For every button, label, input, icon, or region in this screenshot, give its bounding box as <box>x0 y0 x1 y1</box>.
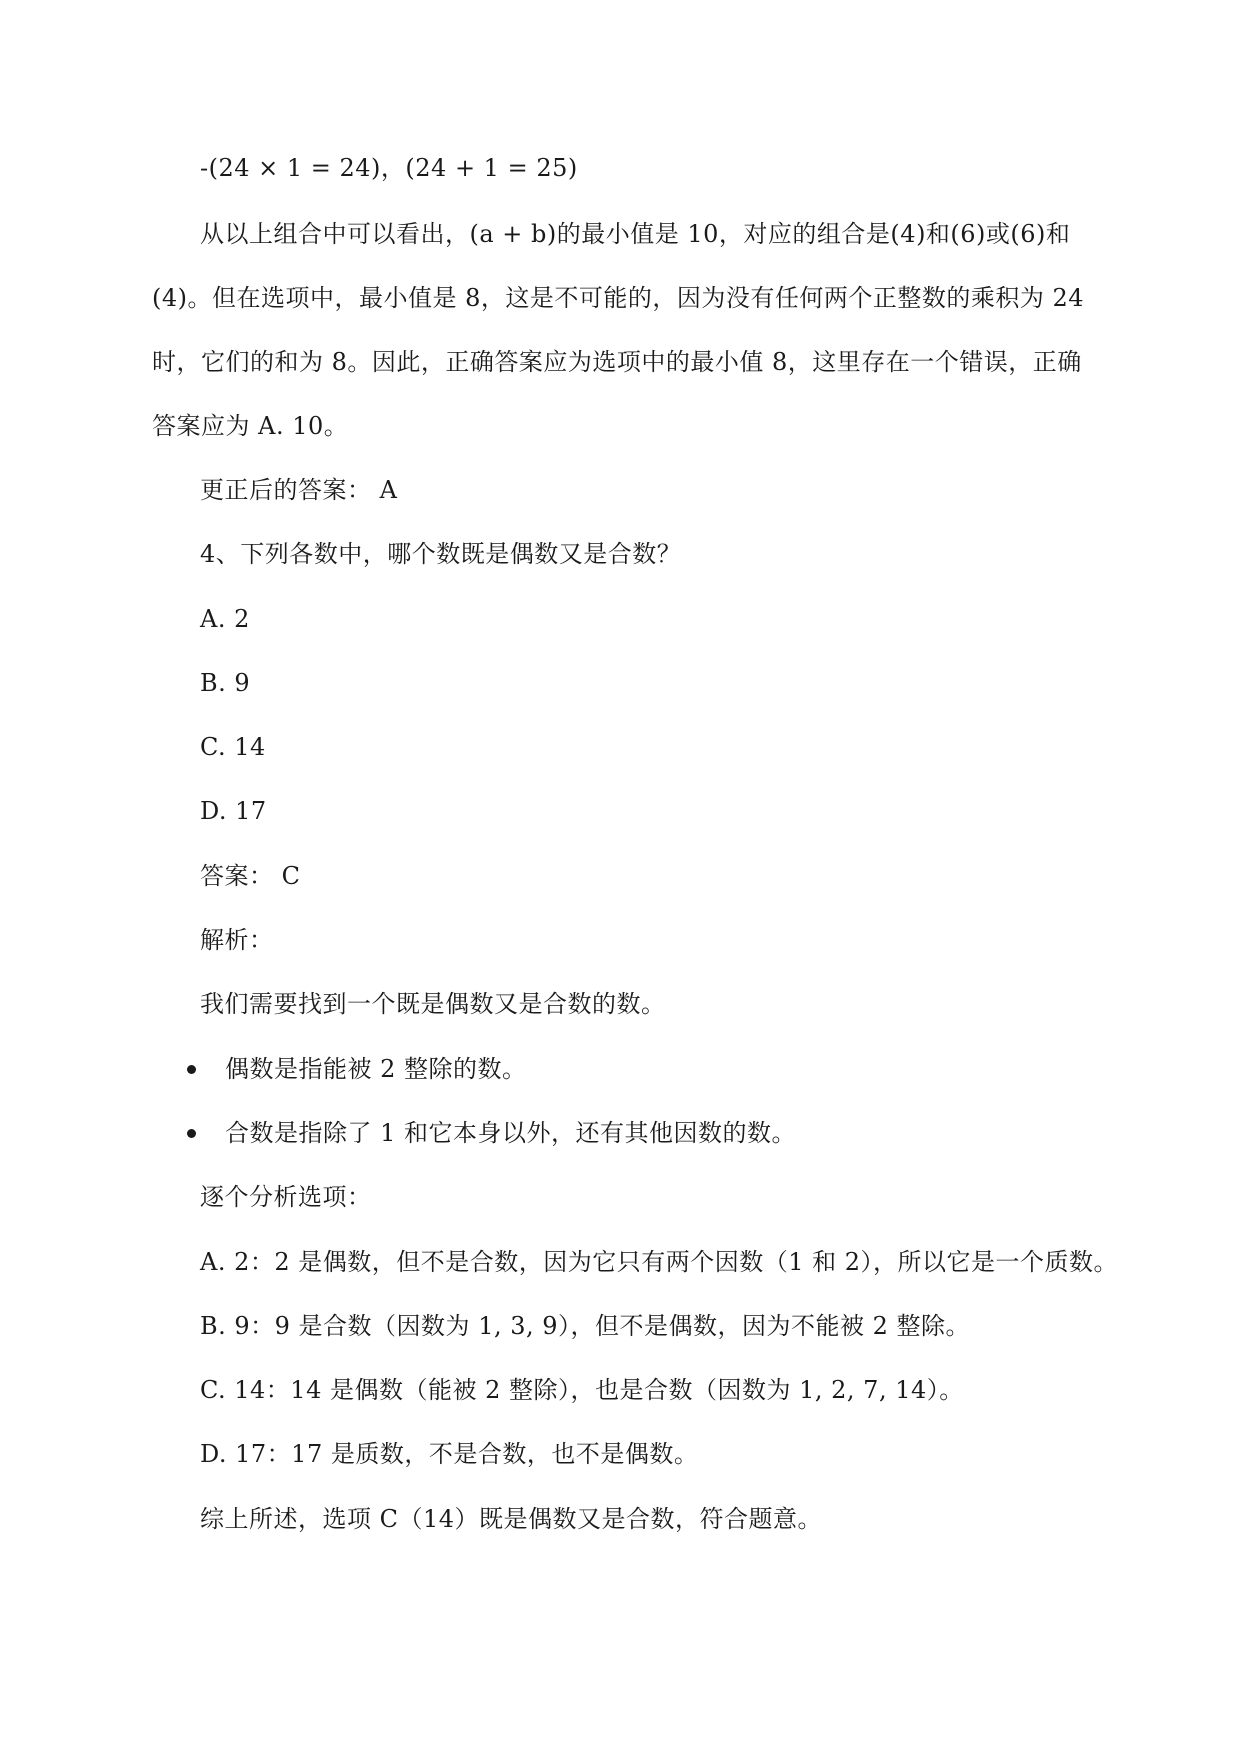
answer-line: 答案： C <box>200 862 301 890</box>
question-title: 4、下列各数中，哪个数既是偶数又是合数？ <box>200 540 682 568</box>
option-b: B. 9 <box>200 669 251 697</box>
bullet-dot <box>187 1129 196 1138</box>
bullet-item: 合数是指除了 1 和它本身以外，还有其他因数的数。 <box>225 1119 797 1147</box>
option-d: D. 17 <box>200 797 267 825</box>
bullet-dot <box>187 1065 196 1074</box>
analysis-subheading: 逐个分析选项： <box>200 1183 372 1211</box>
corrected-answer: 更正后的答案： A <box>200 476 398 504</box>
paragraph-line: 从以上组合中可以看出，(a + b)的最小值是 10，对应的组合是(4)和(6)或(6)和 <box>200 220 1071 248</box>
analysis-option-c: C. 14：14 是偶数（能被 2 整除），也是合数（因数为 1, 2, 7, 14）。 <box>200 1376 964 1404</box>
analysis-option-d: D. 17：17 是质数，不是合数，也不是偶数。 <box>200 1440 699 1468</box>
paragraph-line: 时，它们的和为 8。因此，正确答案应为选项中的最小值 8，这里存在一个错误，正确 <box>152 348 1082 376</box>
analysis-option-b: B. 9：9 是合数（因数为 1, 3, 9），但不是偶数，因为不能被 2 整除。 <box>200 1312 971 1340</box>
formula-line: -(24 × 1 = 24)，(24 + 1 = 25) <box>200 154 578 182</box>
analysis-option-a: A. 2：2 是偶数，但不是合数，因为它只有两个因数（1 和 2），所以它是一个质数。 <box>200 1248 1119 1276</box>
paragraph-line: 答案应为 A. 10。 <box>152 412 349 440</box>
analysis-intro: 我们需要找到一个既是偶数又是合数的数。 <box>200 990 666 1018</box>
bullet-item: 偶数是指能被 2 整除的数。 <box>225 1055 527 1083</box>
analysis-heading: 解析： <box>200 926 274 954</box>
option-a: A. 2 <box>200 605 250 633</box>
paragraph-line: (4)。但在选项中，最小值是 8，这是不可能的，因为没有任何两个正整数的乘积为 24 <box>152 284 1085 312</box>
option-c: C. 14 <box>200 733 266 761</box>
conclusion: 综上所述，选项 C（14）既是偶数又是合数，符合题意。 <box>200 1505 823 1533</box>
